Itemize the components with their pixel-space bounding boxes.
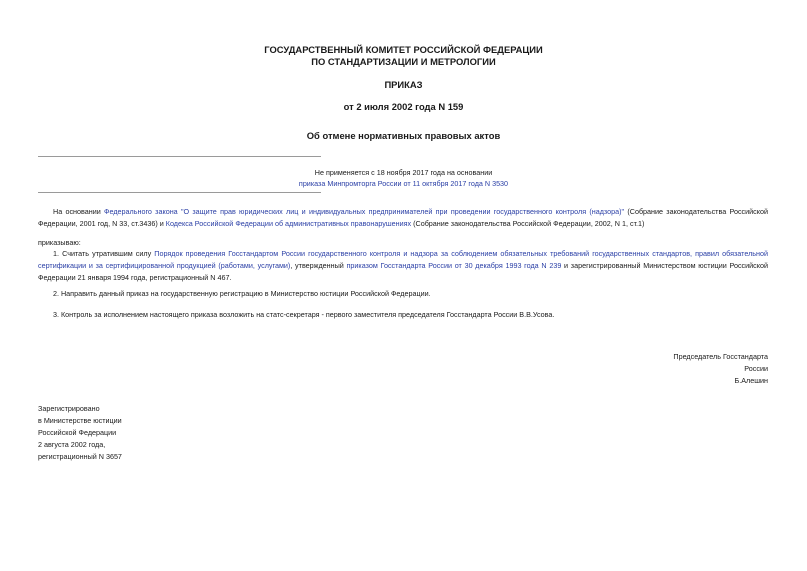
item-3-paragraph: 3. Контроль за исполнением настоящего приказа возложить на статс-секретаря - первого заместителя председателя Госстандарта России В.В.Усова.: [53, 310, 555, 319]
preamble-text-3: (Собрание законодательства Российской Федерации, 2002, N 1, ст.1): [411, 219, 645, 228]
federal-law-link[interactable]: Федерального закона "О защите прав юридических лиц и индивидуальных предпринимателей при проведении государственного контроля (надзора)": [104, 207, 625, 216]
gosstandart-order-link[interactable]: приказом Госстандарта России от 30 декабря 1993 года N 239: [346, 261, 562, 270]
divider-bottom: [38, 192, 321, 193]
document-date-number: от 2 июля 2002 года N 159: [343, 101, 464, 112]
header-line-1: ГОСУДАРСТВЕННЫЙ КОМИТЕТ РОССИЙСКОЙ ФЕДЕРАЦИИ: [264, 44, 543, 55]
signature-line-2: России: [744, 364, 768, 373]
registration-line-2: в Министерстве юстиции: [38, 416, 122, 425]
registration-block: [38, 403, 122, 463]
signature-line-1: Председатель Госстандарта: [673, 352, 768, 361]
item-1-text-2: , утвержденный: [290, 261, 347, 270]
header-line-2: ПО СТАНДАРТИЗАЦИИ И МЕТРОЛОГИИ: [311, 56, 496, 67]
order-word: приказываю:: [38, 238, 81, 247]
item-1-text-1: 1. Считать утратившим силу: [53, 249, 155, 258]
registration-line-3: Российской Федерации: [38, 428, 117, 437]
document-title: Об отмене нормативных правовых актов: [306, 130, 501, 141]
item-2-paragraph: 2. Направить данный приказ на государственную регистрацию в Министерство юстиции Российской Федерации.: [53, 289, 431, 298]
item-1-text-3: и зарегистрированный Министерством юстиции Российской Федерации 21 января 1994 года, регистрационный N 467.: [38, 261, 768, 282]
preamble-text-2: (Собрание законодательства Российской Федерации, 2001 год, N 33, ст.3436) и: [38, 207, 769, 228]
signature-line-3: Б.Алешин: [734, 376, 768, 385]
item-1-paragraph: [38, 248, 768, 284]
status-note: Не применяется с 18 ноября 2017 года на основании: [314, 168, 493, 177]
status-link[interactable]: приказа Минпромторга России от 11 октября 2017 года N 3530: [298, 179, 509, 188]
registration-line-5: регистрационный N 3657: [38, 452, 122, 461]
document-type: ПРИКАЗ: [384, 79, 423, 90]
procedure-link[interactable]: Порядок проведения Госстандартом России государственного контроля и надзора за соблюдением обязательных требований государственных стандартов, правил обязательной сертификации и за сертифицированной продукцией (работами, услугами): [38, 249, 769, 270]
divider-top: [38, 156, 321, 157]
koap-link[interactable]: Кодекса Российской Федерации об административных правонарушениях: [165, 219, 412, 228]
signature-block: [673, 351, 768, 387]
registration-line-1: Зарегистрировано: [38, 404, 100, 413]
preamble-paragraph: [38, 206, 768, 230]
preamble-text-1: На основании: [53, 207, 105, 216]
registration-line-4: 2 августа 2002 года,: [38, 440, 106, 449]
